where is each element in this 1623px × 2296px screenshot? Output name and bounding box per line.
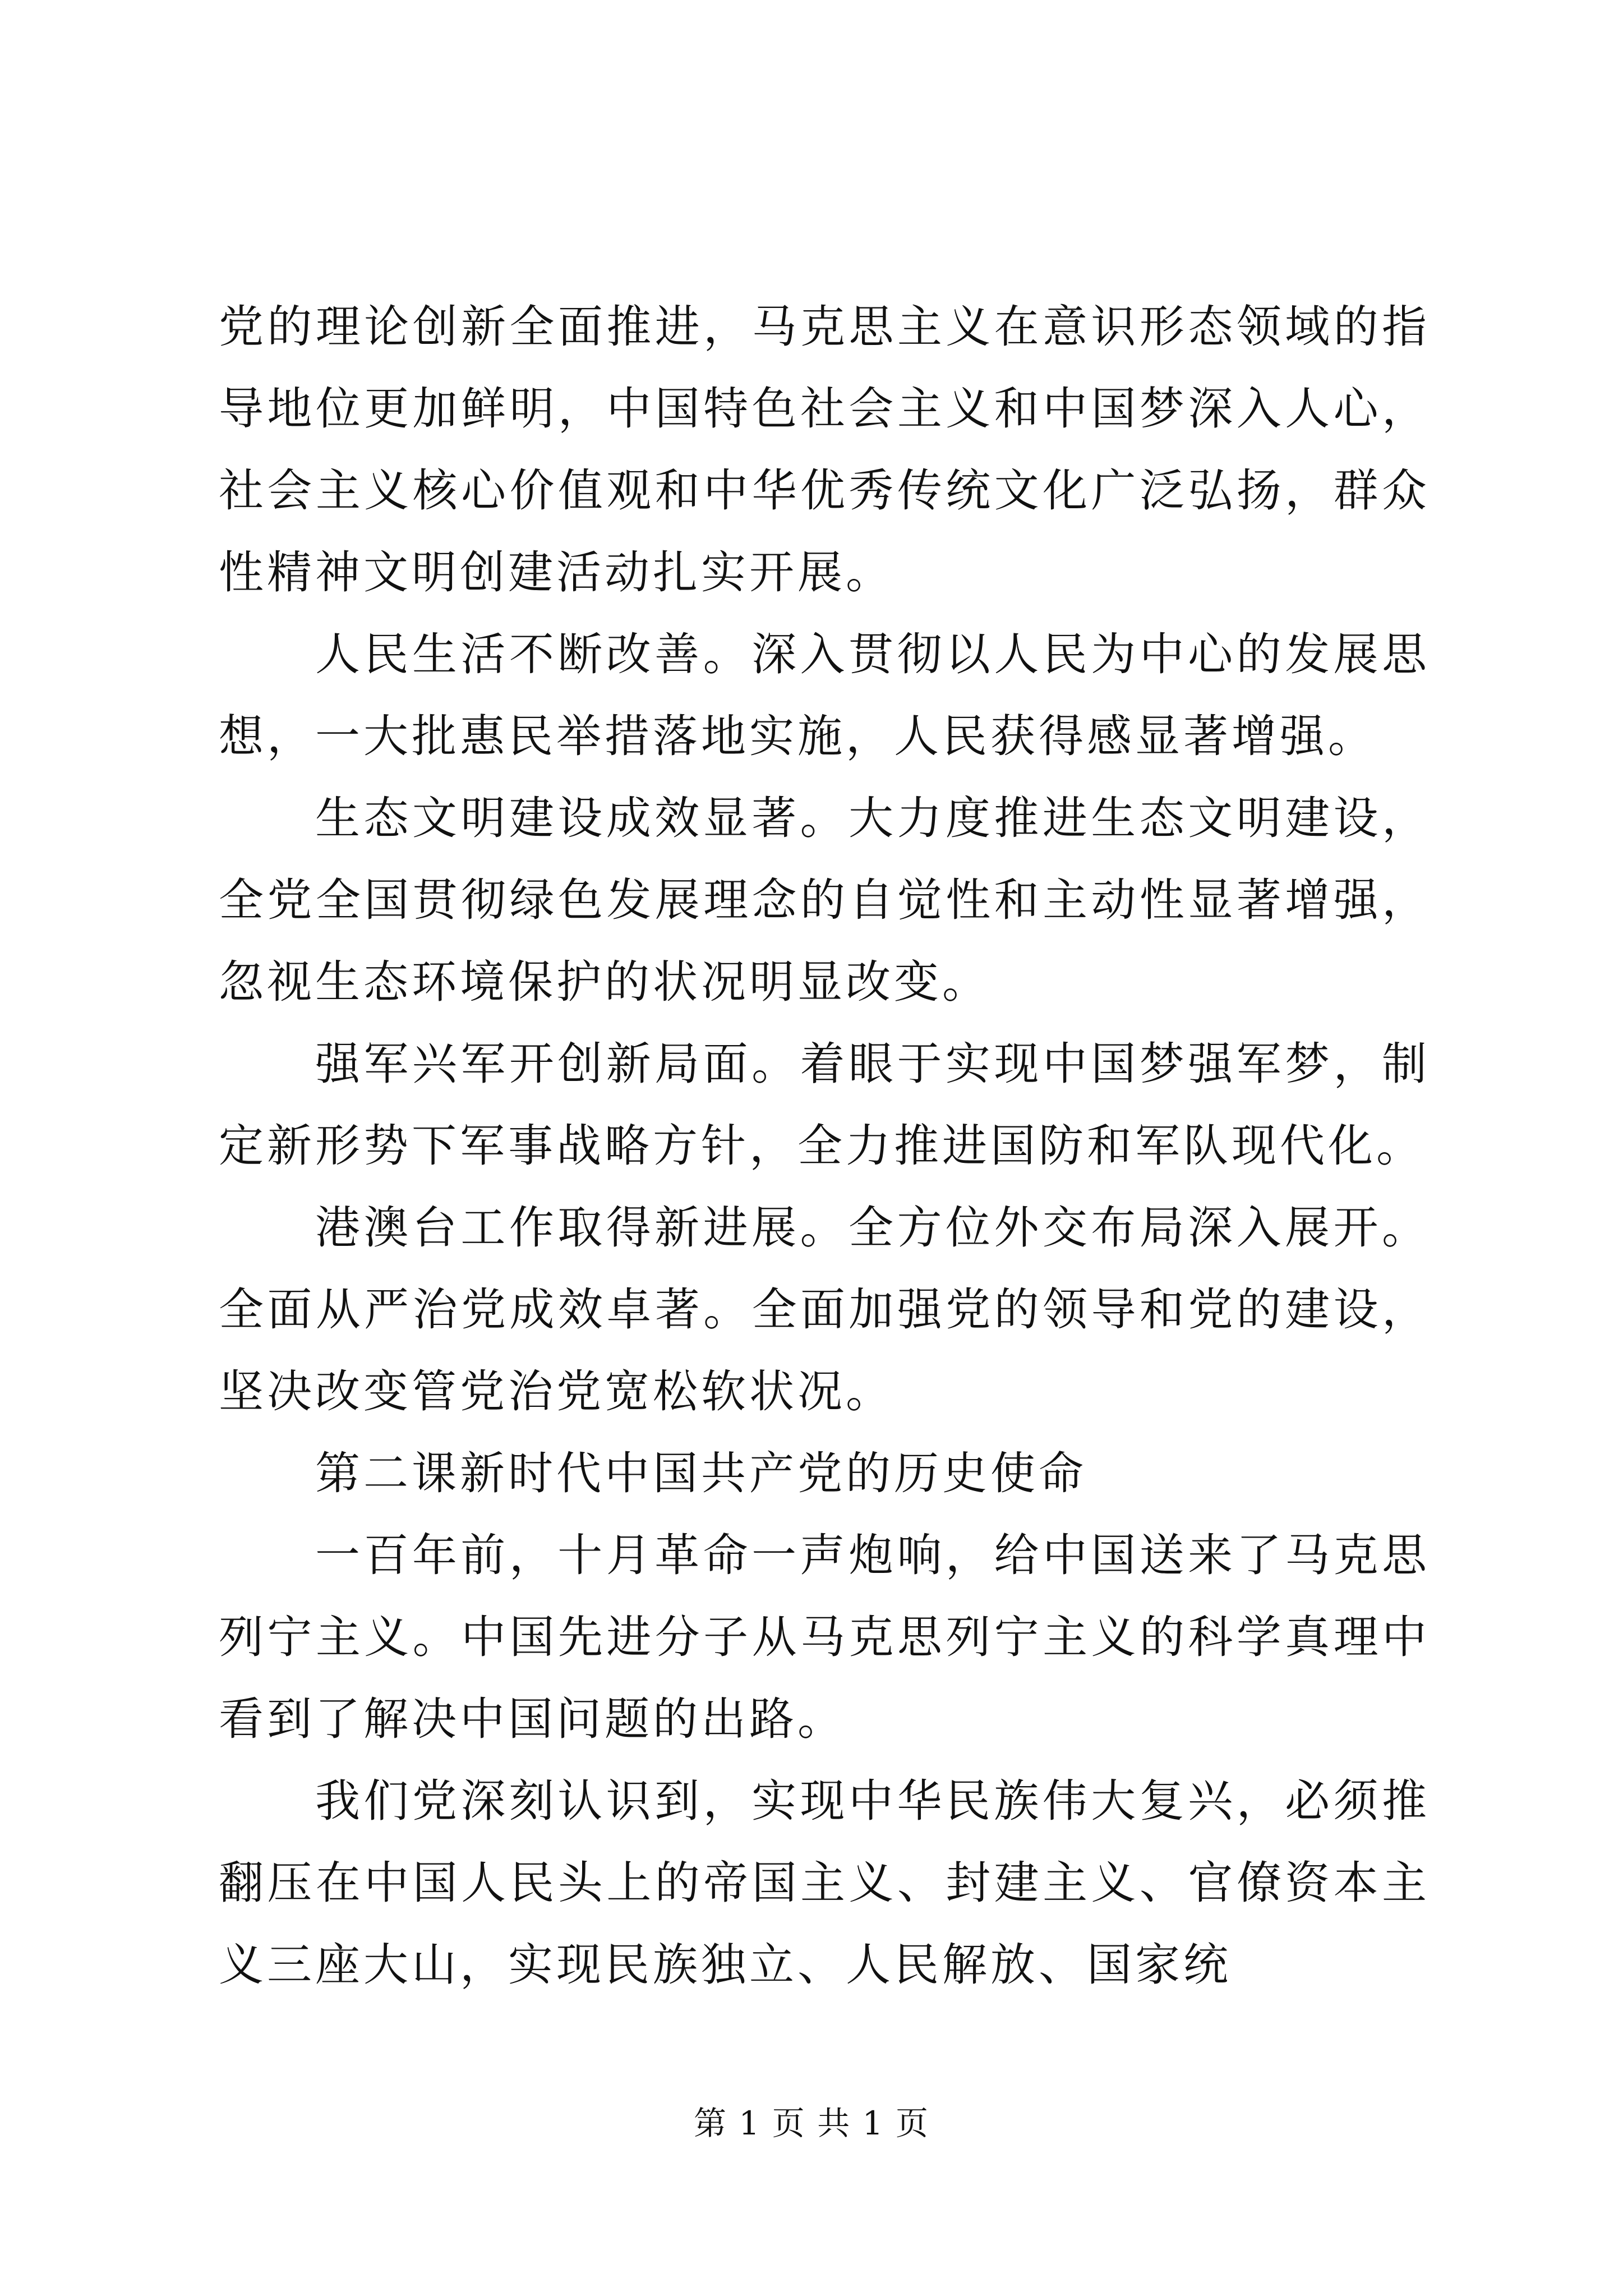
section-heading: 第二课新时代中国共产党的历史使命: [315, 1447, 1087, 1499]
paragraph-6: 一百年前，十月革命一声炮响，给中国送来了马克思列宁主义。中国先进分子从马克思列宁主义的科学真理中看到了解决中国问题的出路。: [219, 1529, 1430, 1745]
page-number-footer: 第 1 页 共 1 页: [694, 2104, 929, 2142]
document-body: [219, 286, 1430, 2006]
paragraph-3: 生态文明建设成效显著。大力度推进生态文明建设，全党全国贯彻绿色发展理念的自觉性和主动性显著增强，忽视生态环境保护的状况明显改变。: [219, 792, 1430, 1008]
paragraph-5: 港澳台工作取得新进展。全方位外交布局深入展开。全面从严治党成效卓著。全面加强党的领导和党的建设，坚决改变管党治党宽松软状况。: [219, 1202, 1430, 1418]
paragraph-4: 强军兴军开创新局面。着眼于实现中国梦强军梦，制定新形势下军事战略方针，全力推进国防和军队现代化。: [219, 1038, 1430, 1172]
paragraph-7: 我们党深刻认识到，实现中华民族伟大复兴，必须推翻压在中国人民头上的帝国主义、封建主义、官僚资本主义三座大山，实现民族独立、人民解放、国家统: [219, 1775, 1430, 1991]
paragraph-2: 人民生活不断改善。深入贯彻以人民为中心的发展思想，一大批惠民举措落地实施，人民获得感显著增强。: [219, 628, 1430, 762]
paragraph-1: 党的理论创新全面推进，马克思主义在意识形态领域的指导地位更加鲜明，中国特色社会主义和中国梦深入人心，社会主义核心价值观和中华优秀传统文化广泛弘扬，群众性精神文明创建活动扎实开展。: [219, 301, 1430, 599]
